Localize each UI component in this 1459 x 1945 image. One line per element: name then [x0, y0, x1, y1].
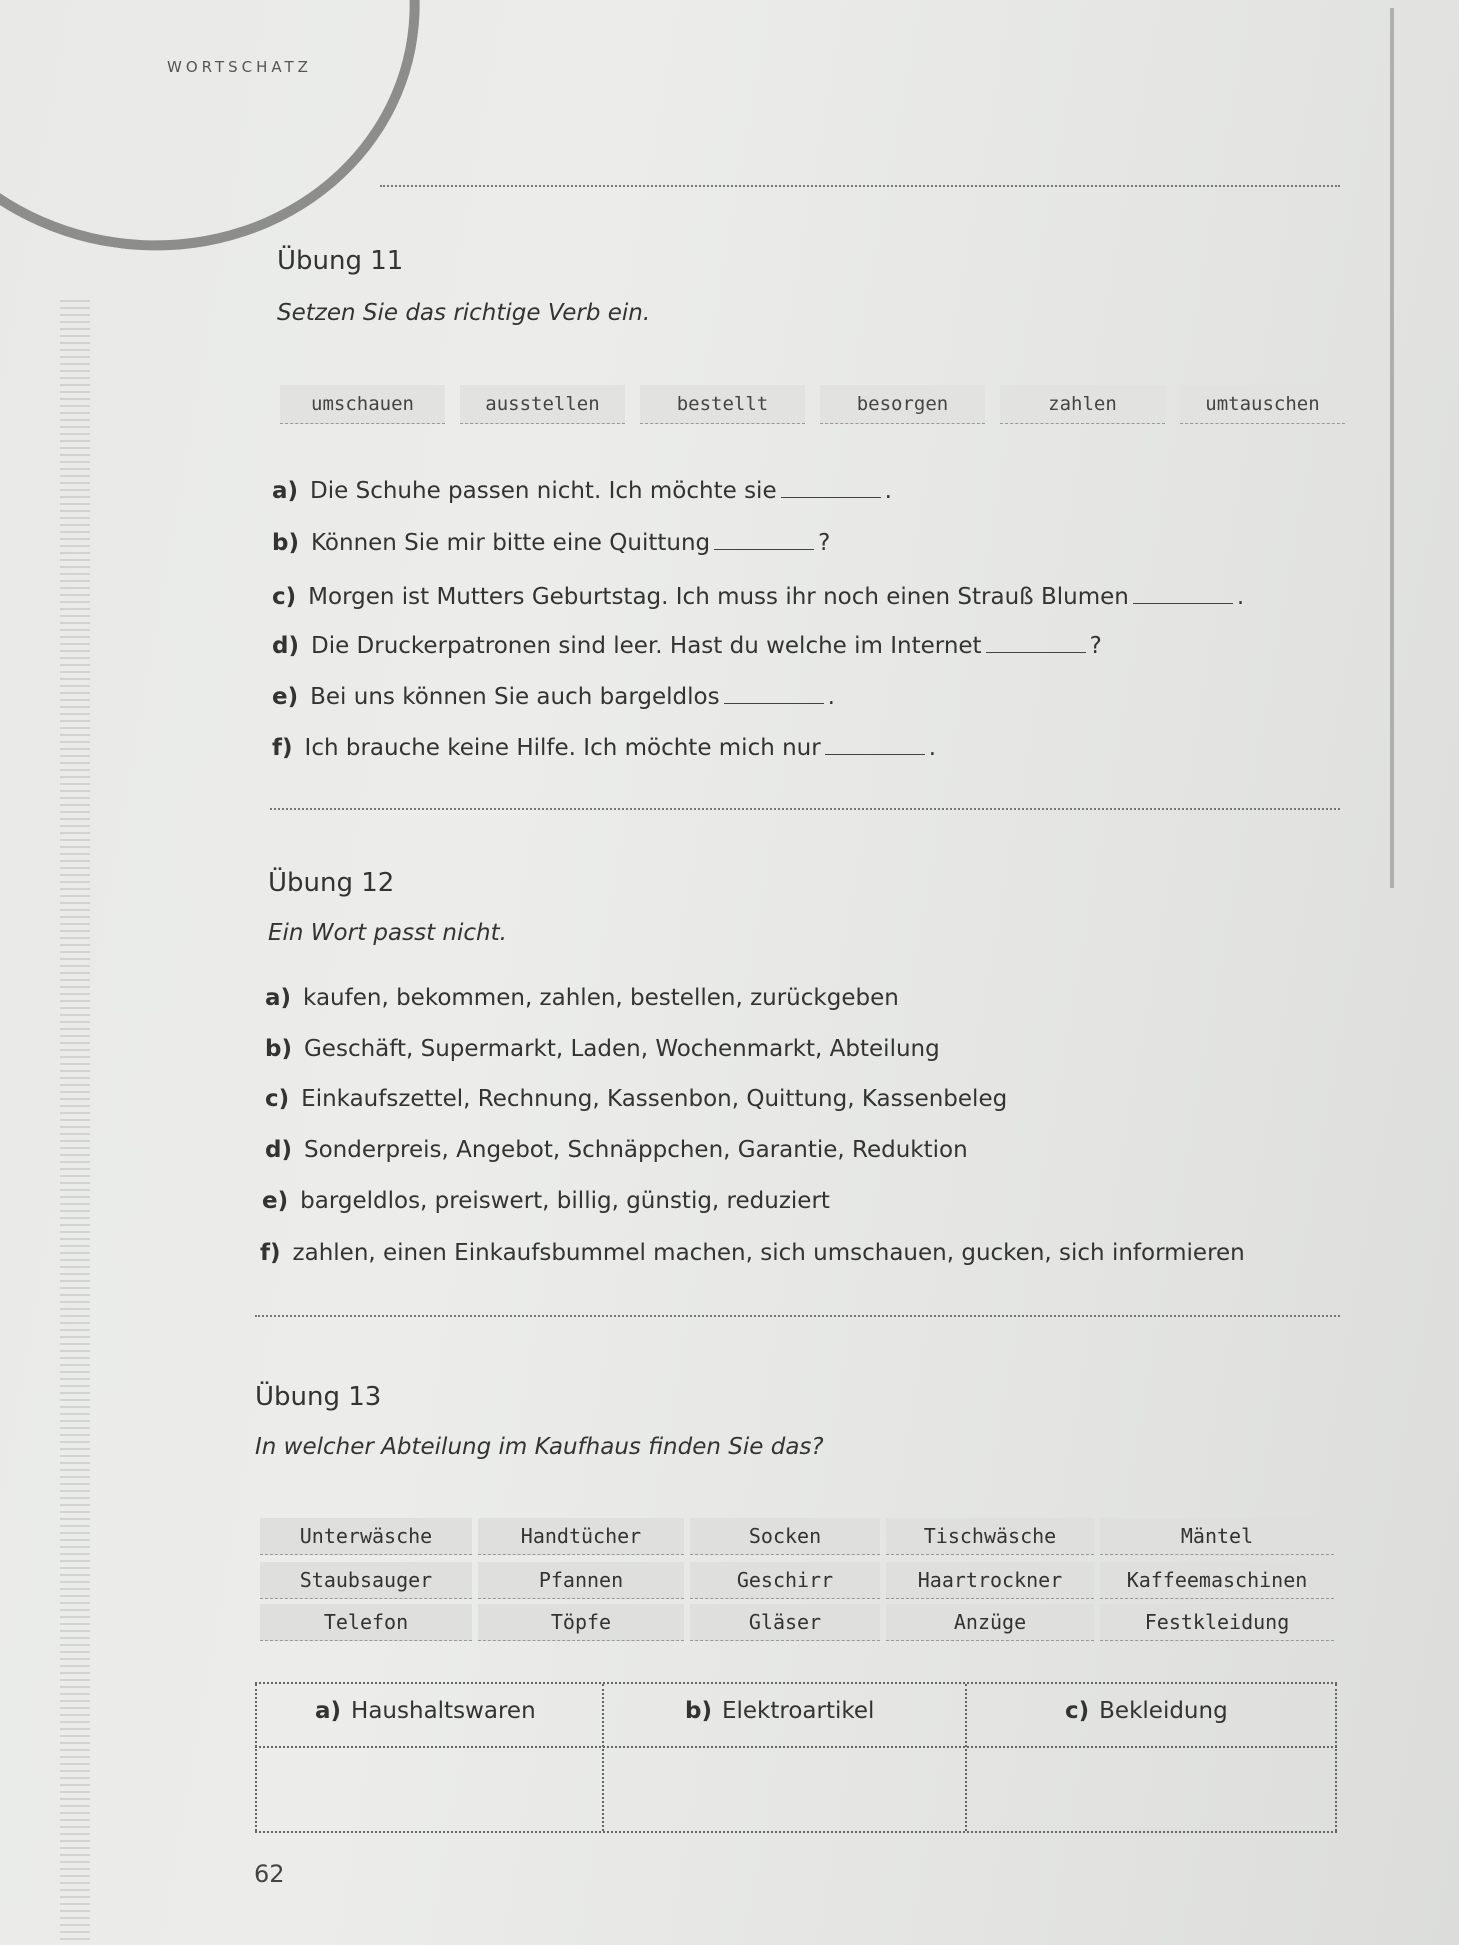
word-cell: Unterwäsche — [260, 1518, 472, 1555]
answer-blank[interactable] — [714, 549, 814, 550]
item-text: Bei uns können Sie auch bargeldlos — [310, 684, 720, 710]
word-cell: Socken — [690, 1518, 880, 1555]
page-edge — [1390, 8, 1394, 888]
column-label: b) — [685, 1698, 712, 1724]
item-label: e) — [272, 684, 299, 710]
section-label: WORTSCHATZ — [167, 58, 312, 76]
word-box: umtauschen — [1180, 385, 1345, 424]
section-arc-decoration — [0, 0, 452, 285]
item-end: ? — [1089, 633, 1102, 659]
exercise-12-title: Übung 12 — [268, 868, 395, 898]
exercise-11-item — [272, 684, 835, 710]
item-label: a) — [272, 478, 299, 504]
word-cell: Haartrockner — [886, 1562, 1094, 1599]
column-text: Bekleidung — [1099, 1698, 1228, 1724]
word-box: bestellt — [640, 385, 805, 424]
item-text: Die Druckerpatronen sind leer. Hast du welche im Internet — [310, 633, 982, 659]
word-cell: Telefon — [260, 1604, 472, 1641]
item-label: a) — [265, 985, 292, 1011]
item-end: . — [1236, 584, 1245, 610]
word-cell: Pfannen — [478, 1562, 684, 1599]
item-end: ? — [818, 530, 831, 556]
column-header — [1065, 1698, 1228, 1724]
word-cell: Gläser — [690, 1604, 880, 1641]
exercise-11-item — [272, 584, 1244, 610]
word-cell: Geschirr — [690, 1562, 880, 1599]
item-text: Morgen ist Mutters Geburtstag. Ich muss ihr noch einen Strauß Blumen — [308, 584, 1129, 610]
item-text: Die Schuhe passen nicht. Ich möchte sie — [310, 478, 777, 504]
item-label: c) — [272, 584, 297, 610]
exercise-11-item — [272, 735, 936, 761]
word-cell: Kaffeemaschinen — [1100, 1562, 1334, 1599]
exercise-12-instruction: Ein Wort passt nicht. — [268, 920, 507, 946]
exercise-13-title: Übung 13 — [255, 1382, 382, 1412]
exercise-13-instruction: In welcher Abteilung im Kaufhaus finden Sie das? — [255, 1434, 824, 1460]
item-text: bargeldlos, preiswert, billig, günstig, reduziert — [300, 1188, 830, 1214]
exercise-12-item — [265, 1086, 1007, 1112]
table-border — [255, 1684, 257, 1831]
item-text: Geschäft, Supermarkt, Laden, Wochenmarkt, Abteilung — [303, 1036, 940, 1062]
exercise-12-item — [265, 1036, 940, 1062]
word-cell: Töpfe — [478, 1604, 684, 1641]
exercise-11-item — [272, 478, 892, 504]
item-text: Einkaufszettel, Rechnung, Kassenbon, Quittung, Kassenbeleg — [301, 1086, 1008, 1112]
table-border — [602, 1684, 604, 1831]
column-header — [315, 1698, 536, 1724]
answer-blank[interactable] — [825, 754, 925, 755]
item-label: d) — [265, 1137, 292, 1163]
column-text: Haushaltswaren — [351, 1698, 536, 1724]
item-text: kaufen, bekommen, zahlen, bestellen, zurückgeben — [303, 985, 899, 1011]
exercise-11-title: Übung 11 — [277, 246, 404, 276]
word-box: besorgen — [820, 385, 985, 424]
exercise-12-item — [260, 1240, 1245, 1266]
exercise-11-item — [272, 530, 830, 556]
word-cell: Handtücher — [478, 1518, 684, 1555]
answer-blank[interactable] — [724, 703, 824, 704]
word-box: zahlen — [1000, 385, 1165, 424]
item-label: e) — [262, 1188, 289, 1214]
exercise-12-item — [265, 985, 899, 1011]
item-text: Ich brauche keine Hilfe. Ich möchte mich nur — [304, 735, 821, 761]
column-label: a) — [315, 1698, 342, 1724]
word-cell: Staubsauger — [260, 1562, 472, 1599]
item-text: zahlen, einen Einkaufsbummel machen, sich umschauen, gucken, sich informieren — [292, 1240, 1245, 1266]
item-label: d) — [272, 633, 299, 659]
column-label: c) — [1065, 1698, 1090, 1724]
table-border — [255, 1746, 1337, 1748]
word-box: umschauen — [280, 385, 445, 424]
item-end: . — [827, 684, 835, 710]
word-cell: Tischwäsche — [886, 1518, 1094, 1555]
column-text: Elektroartikel — [721, 1698, 875, 1724]
item-label: b) — [272, 530, 299, 556]
item-label: f) — [260, 1240, 281, 1266]
table-border — [1335, 1684, 1337, 1831]
answer-table — [255, 1682, 1337, 1833]
answer-blank[interactable] — [986, 652, 1086, 653]
exercise-11-item — [272, 633, 1102, 659]
divider — [255, 1315, 1340, 1317]
exercise-12-item — [262, 1188, 830, 1214]
binding-edge — [60, 300, 90, 1940]
item-label: b) — [265, 1036, 292, 1062]
word-box: ausstellen — [460, 385, 625, 424]
divider — [380, 185, 1340, 187]
page-number: 62 — [254, 1860, 285, 1888]
item-text: Sonderpreis, Angebot, Schnäppchen, Garantie, Reduktion — [303, 1137, 968, 1163]
item-end: . — [928, 735, 937, 761]
exercise-12-item — [265, 1137, 968, 1163]
item-label: c) — [265, 1086, 290, 1112]
answer-blank[interactable] — [1133, 603, 1233, 604]
table-border — [965, 1684, 967, 1831]
word-cell: Anzüge — [886, 1604, 1094, 1641]
divider — [270, 808, 1340, 810]
item-label: f) — [272, 735, 293, 761]
item-text: Können Sie mir bitte eine Quittung — [310, 530, 711, 556]
column-header — [685, 1698, 874, 1724]
answer-blank[interactable] — [781, 497, 881, 498]
exercise-11-instruction: Setzen Sie das richtige Verb ein. — [277, 300, 651, 326]
word-cell: Festkleidung — [1100, 1604, 1334, 1641]
word-cell: Mäntel — [1100, 1518, 1334, 1555]
item-end: . — [884, 478, 892, 504]
